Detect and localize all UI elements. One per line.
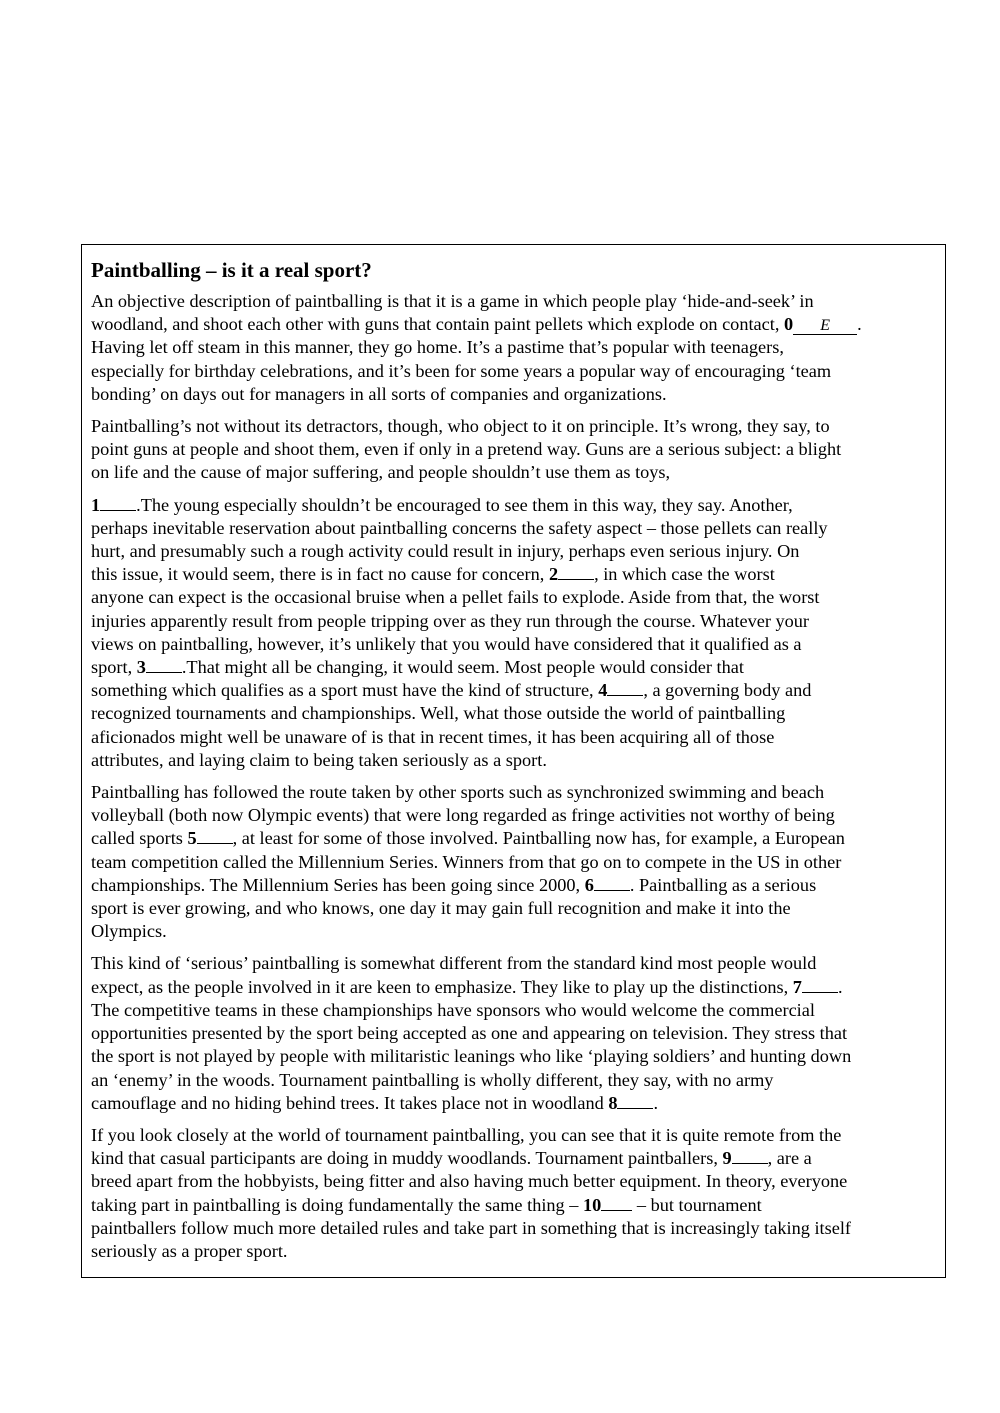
gap-7-blank[interactable] (802, 976, 838, 993)
paragraph-3: 1 .The young especially shouldn’t be encouraged to see them in this way, they say. Another, perhaps inevitable reservation about paintballing concerns the safety aspect – those pellets can really hurt, and presumably such a rough activity could result in injury, perhaps even serious injury. On this issue, it would seem, there is in fact no cause for concern, 2 , in which case the worst anyone can expect is the occasional bruise when a pellet fails to explode. Aside from that, the worst injuries apparently result from people tripping over as they run through the course. Whatever your views on paintballing, however, it’s unlikely that you would have considered that it qualified as a sport, 3 .That might all be changing, it would seem. Most people would consider that something which qualifies as a sport must have the kind of structure, 4 , a governing body and recognized tournaments and championships. Well, what those outside the world of paintballing aficionados might well be unaware of is that in recent times, it has been acquiring all of those attributes, and laying claim to being taken seriously as a sport. (91, 494, 828, 770)
gap-9-blank[interactable] (732, 1147, 768, 1164)
gap-8-number: 8 (608, 1092, 618, 1113)
gap-10-number: 10 (583, 1194, 602, 1215)
gap-2-blank[interactable] (558, 563, 594, 580)
paragraph-6: If you look closely at the world of tournament paintballing, you can see that it is quite remote from the kind that casual participants are doing in muddy woodlands. Tournament paintballers, 9 , are a breed apart from the hobbyists, being fitter and also having much better equipment. In theory, everyone taking part in paintballing is doing fundamentally the same thing – 10 – but tournament paintballers follow much more detailed rules and take part in something that is increasingly taking itself seriously as a proper sport. (91, 1124, 851, 1261)
gap-6-blank[interactable] (594, 874, 630, 891)
gap-9-number: 9 (722, 1148, 732, 1169)
gap-1-blank[interactable] (100, 494, 136, 511)
gap-5-blank[interactable] (197, 827, 233, 844)
gap-5-number: 5 (187, 828, 197, 849)
paragraph-5: This kind of ‘serious’ paintballing is somewhat different from the standard kind most people would expect, as the people involved in it are keen to emphasize. They like to play up the distinctions, 7 . The competitive teams in these championships have sponsors who would welcome the commercial opportunities presented by the sport being accepted as one and appearing on television. They stress that the sport is not played by people with militaristic leanings who like ‘playing soldiers’ and hunting down an ‘enemy’ in the woods. Tournament paintballing is wholly different, they say, with no army camouflage and no hiding behind trees. It takes place not in woodland 8 . (91, 953, 852, 1113)
gap-8-blank[interactable] (617, 1092, 653, 1109)
gap-3-blank[interactable] (146, 656, 182, 673)
paragraph-2: Paintballing’s not without its detractors, though, who object to it on principle. It’s wrong, they say, to point guns at people and shoot them, even if only in a pretend way. Guns are a serious subject: a blight on life and the cause of major suffering, and people shouldn’t use them as toys, (91, 416, 842, 483)
gap-4-number: 4 (598, 680, 608, 701)
gap-3-number: 3 (136, 657, 146, 678)
gap-4-blank[interactable] (607, 679, 643, 696)
text-box (81, 244, 946, 1278)
example-number: 0 (784, 314, 794, 335)
gap-6-number: 6 (584, 874, 594, 895)
page-title: Paintballing – is it a real sport? (91, 258, 372, 282)
gap-1-number: 1 (91, 494, 101, 515)
paragraph-4: Paintballing has followed the route taken by other sports such as synchronized swimming and beach volleyball (both now Olympic events) that were long regarded as fringe activities not worthy of being called sports 5 , at least for some of those involved. Paintballing now has, for example, a European team competition called the Millennium Series. Winners from that go on to compete in the US in other championships. The Millennium Series has been going since 2000, 6 . Paintballing as a serious sport is ever growing, and who knows, one day it may gain full recognition and make it into the Olympics. (91, 782, 845, 942)
gap-10-blank[interactable] (601, 1194, 632, 1211)
gap-7-number: 7 (792, 976, 802, 997)
paragraph-1: An objective description of paintballing is that it is a game in which people play ‘hide-and-seek’ in woodland, and shoot each other with guns that contain paint pellets which explode on contact, 0 E . Having let off steam in this manner, they go home. It’s a pastime that’s popular with teenagers, especially for birthday celebrations, and it’s been for some years a popular way of encouraging ‘team bonding’ on days out for managers in all sorts of companies and organizations. (91, 291, 862, 404)
example-answer: E (793, 318, 857, 335)
gap-2-number: 2 (548, 564, 559, 585)
